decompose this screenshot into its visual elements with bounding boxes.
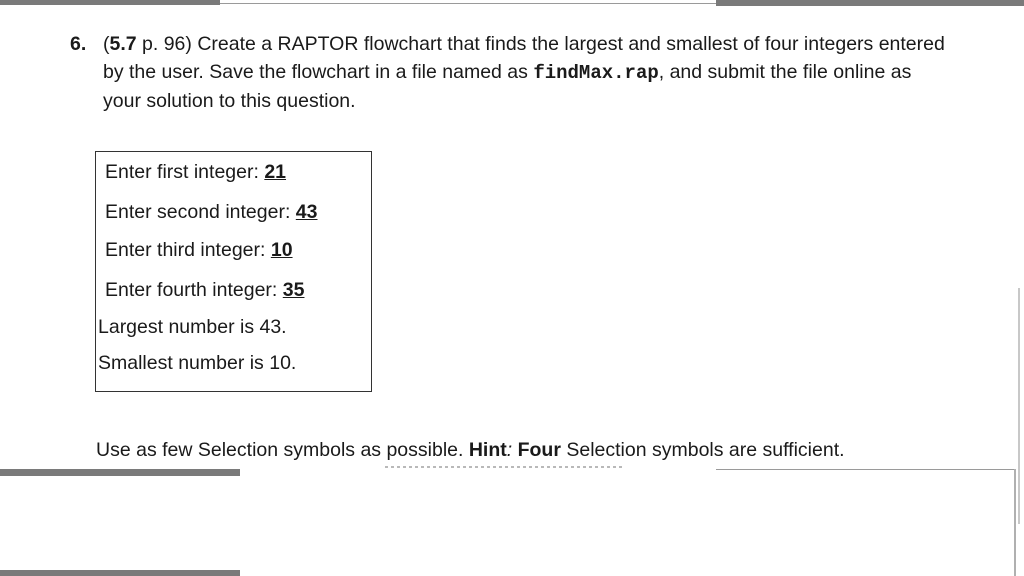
sample-run-box [95, 151, 372, 392]
question-number: 6. [70, 33, 87, 55]
question-ref-page: p. 96) [136, 33, 192, 55]
scan-edge-top-line [220, 3, 716, 4]
scan-specks [385, 466, 625, 468]
page-break-right-line [716, 469, 1016, 470]
page-break-left [0, 469, 240, 476]
hint-note: Use as few Selection symbols as possible. Hint: Four Selection symbols are sufficient. [96, 439, 845, 461]
sample-line-fourth: Enter fourth integer: 35 [105, 279, 305, 301]
scrollbar[interactable] [1018, 288, 1020, 524]
hint-label: Hint [468, 439, 507, 461]
sample-input: 21 [264, 161, 287, 183]
question-ref-section: 5.7 [109, 33, 137, 55]
sample-line-second: Enter second integer: 43 [105, 201, 318, 223]
sample-output-smallest: Smallest number is 10. [98, 352, 297, 374]
scan-edge-top-right [716, 0, 1024, 6]
filename: findMax.rap [533, 62, 659, 84]
hint-emphasis: Four [512, 439, 561, 461]
scan-edge-bottom-left [0, 570, 240, 576]
scan-edge-top-left [0, 0, 220, 5]
sample-line-first: Enter first integer: 21 [105, 161, 287, 183]
page-right-edge [1014, 469, 1016, 576]
sample-input: 35 [282, 279, 305, 301]
question-block [70, 30, 950, 115]
sample-output-largest: Largest number is 43. [98, 316, 287, 338]
sample-line-third: Enter third integer: 10 [105, 239, 293, 261]
sample-input: 43 [295, 201, 318, 223]
sample-input: 10 [270, 239, 293, 261]
question-text: (5.7 p. 96) Create a RAPTOR flowchart that finds the largest and smallest of four integers entered by the user. Save the flowchart in a file named as findMax.rap, and submit the file online as your solution to this question. [103, 33, 945, 112]
